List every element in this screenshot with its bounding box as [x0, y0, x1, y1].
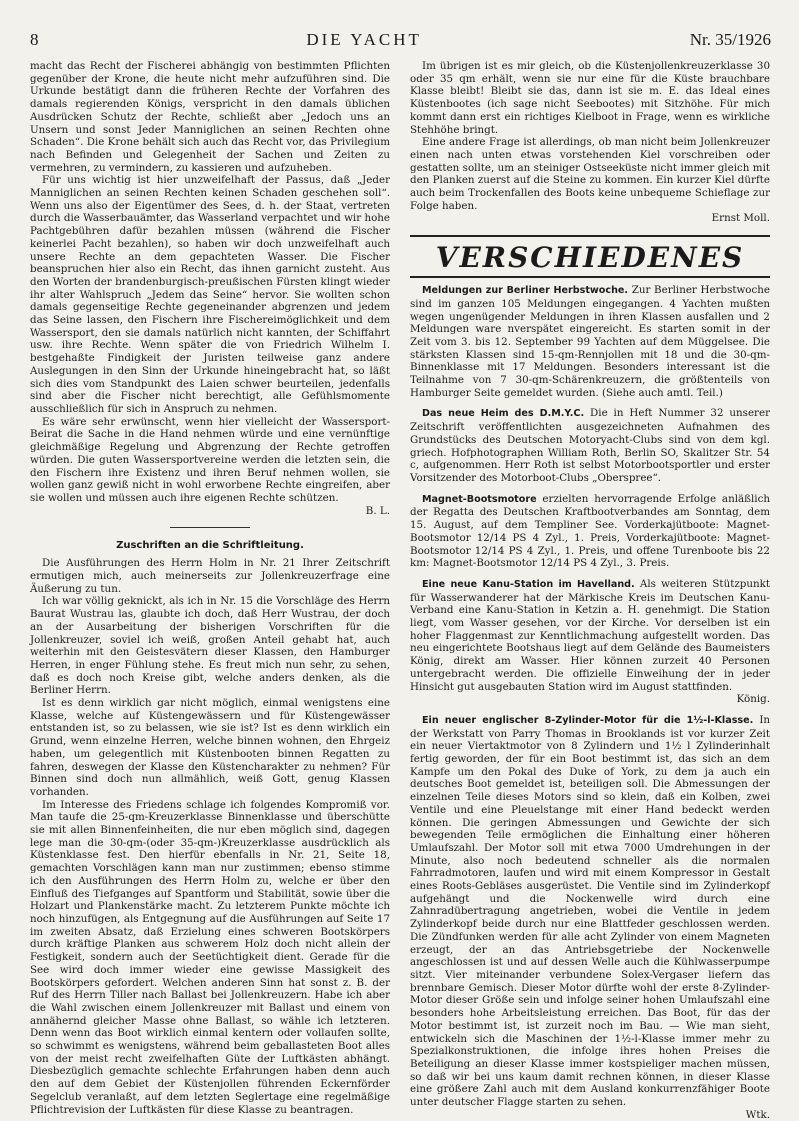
- paragraph: Es wäre sehr erwünscht, wenn hier vielleicht der Wassersport-Beirat die Sache in die Hand nehmen würde und eine vernünftige gleichmäßige Regelung und Abgrenzung der Rechte getroffen würden. Die guten Wassersportvereine werden die letzten sein, die den Fischern ihre Existenz und ihren Beruf nehmen wollen, sie wollen ganz gewiß nicht in wohl erworbene Rechte eingreifen, aber sie wollen und müssen auch ihre eigenen Rechte schützen.: [30, 415, 390, 504]
- signature: König.: [736, 693, 770, 706]
- article-columns: [30, 60, 771, 1121]
- paragraph: Die Ausführungen des Herrn Holm in Nr. 21 Ihrer Zeitschrift ermutigen mich, auch meinerseits zur Jollenkreuzerfrage eine Äußerung zu tun.: [30, 557, 390, 595]
- item-title: Ein neuer englischer 8-Zylinder-Motor für die 1½-l-Klasse.: [422, 714, 754, 726]
- publication-title: DIE YACHT: [306, 30, 422, 49]
- page-number: 8: [30, 30, 39, 49]
- item-text: In der Werkstatt von Parry Thomas in Brooklands ist vor kurzer Zeit ein neuer Viertaktmotor von 8 Zylindern und 1½ l Zylinderinhalt fertig geworden, der für ein Boot bestimmt ist, das sich an dem Kampfe um den Pokal des Duke of York, zu dem ja auch ein deutsches Boot gemeldet ist, beteiligen soll. Die Abmessungen der einzelnen Teile dieses Motors sind so klein, daß ein Kolben, zwei Ventile und eine Pleuelstange mit einer Hand bedeckt werden können. Die geringen Abmessungen und Gewichte der sich bewegenden Teile ermöglichen die Einhaltung einer höheren Umlaufszahl. Der Motor soll mit etwa 7000 Umdrehungen in der Minute, also noch bedeutend schneller als die normalen Fahrradmotoren, laufen und wird mit einem Kompressor in Gestalt eines Roots-Gebläses ausgerüstet. Die Ventile sind im Zylinderkopf aufgehängt und die Nockenwelle wird durch eine Zahnradübertragung angetrieben, wobei die Ventile in jedem Zylinderkopf beide durch nur eine Blattfeder geschlossen werden. Die Zündfunken werden für alle acht Zylinder von einem Magneten erzeugt, der an das Antriebsgetriebe der Nockenwelle angeschlossen ist und auf dessen Welle auch die Kühlwasserpumpe sitzt. Vier miteinander verbundene Solex-Vergaser liefern das brennbare Gemisch. Dieser Motor dürfte wohl der erste 8-Zylinder-Motor dieser Größe sein und infolge seiner hohen Umlaufszahl eine besonders hohe Arbeitsleistung erreichen. Das Boot, für das der Motor bestimmt ist, ist zurzeit noch im Bau. — Wie man sieht, entwickeln sich die Maschinen der 1½-l-Klasse immer mehr zu Spezialkonstruktionen, die infolge ihres hohen Preises die Beteiligung an dieser Klasse immer kostspieliger machen müssen, so daß wir bei uns kaum damit rechnen können, in dieser Klasse eine größere Zahl auch mit dem Ausland konkurrenzfähiger Boote unter deutscher Flagge starten zu sehen.: [410, 713, 771, 1109]
- paragraph: Im übrigen ist es mir gleich, ob die Küstenjollenkreuzerklasse 30 oder 35 qm erhält, wenn sie nur eine für die Küste brauchbare Klasse bleibt! Bleibt sie das, dann ist sie m. E. das Ideal eines Küstenbootes (ich sage nicht Seebootes) mit Sitzhöhe. Für mich kommt dann erst ein richtiges Kielboot in Frage, wenn es wirkliche Stehhöhe bringt.: [410, 60, 770, 136]
- spacer: [410, 706, 770, 714]
- item-title: Eine neue Kanu-Station im Havelland.: [422, 578, 635, 590]
- item-text: Als weiteren Stützpunkt für Wasserwanderer hat der Märkische Kreis im Deutschen Kanu-Verband eine Kanu-Station in Ketzin a. H. genehmigt. Die Station liegt, vom Wasser gesehen, vor der Kirche. Vor derselben ist ein hoher Flaggenmast zur Kenntlichmachung aufgestellt worden. Das neu eingerichtete Bootshaus liegt auf dem Gelände des Baumeisters König, direkt am Wasser. Hier können zurzeit 40 Personen untergebracht werden. Die offizielle Einweihung der in jeder Hinsicht gut ausgebauten Station wird im August stattfinden.: [410, 577, 771, 693]
- item-title: Meldungen zur Berliner Herbstwoche.: [422, 285, 629, 297]
- signature: B. L.: [365, 504, 390, 517]
- paragraph: Ist es denn wirklich gar nicht möglich, einmal wenigstens eine Klasse, welche auf Küstengewässern und für Küstengewässer entstanden ist, so zu belassen, wie sie ist? Ist es denn wirklich ein Grund, wenn einzelne Herren, welche binnen wohnen, den Ehrgeiz haben, um gelegentlich mit Küstenbooten binnen Regatten zu fahren, deswegen der Klasse den Küstencharakter zu nehmen? Für Binnen sind doch nun allmählich, weiß Gott, genug Klassen vorhanden.: [30, 697, 390, 798]
- right-column: [410, 60, 770, 1121]
- item-text: Zur Berliner Herbstwoche sind im ganzen 105 Meldungen eingegangen. 4 Yachten mußten wegen ungenügender Meldungen in ihren Klassen ausfallen und 2 Meldungen ware nverspätet eingereicht. Es starten somit in der Zeit vom 3. bis 12. September 99 Yachten auf dem Müggelsee. Die stärksten Klassen sind 15-qm-Rennjollen mit 18 und die 30-qm-Binnenklasse mit 17 Meldungen. Besonders interessant ist die Teilnahme von 7 30-qm-Schärenkreuzern, die größtenteils von Hamburger Seite gemeldet wurden. (Siehe auch amtl. Teil.): [410, 284, 770, 399]
- paragraph: Eine andere Frage ist allerdings, ob man nicht beim Jollenkreuzer einen nach unten etwas vorstehenden Kiel vorschreiben oder gestatten sollte, um an steiniger Ostseeküste nicht immer gleich mit den Planken zuerst auf die Steine zu kommen. Ein kurzer Kiel dürfte auch beim Trockenfallen des Boots keine unbequeme Schieflage zur Folge haben.: [410, 136, 770, 212]
- page-header: [30, 30, 771, 50]
- section-heading-verschiedenes: VERSCHIEDENES: [410, 235, 770, 278]
- issue-number: Nr. 35/1926: [689, 30, 771, 49]
- divider: [170, 527, 250, 528]
- item-text: erzielten hervorragende Erfolge anläßlich der Regatta des Deutschen Kraftbootverbandes am Sonntag, dem 15. August, auf dem Templiner See. Vorderkajütboote: Magnet-Bootsmotor 12/14 PS 4 Zyl., 1. Preis, Vorderkajütboote: Magnet-Bootsmotor 12/14 PS 4 Zyl., 1. Preis, und offene Turenboote bis 22 km: Magnet-Bootsmotor 12/14 PS 4 Zyl., 3. Preis.: [410, 492, 770, 570]
- spacer: [410, 485, 770, 493]
- item-text: Die in Heft Nummer 32 unserer Zeitschrift veröffentlichten ausgezeichneten Aufnahmen des Grundstücks des Deutschen Motoryacht-Clubs sind von dem kgl. griech. Hofphotographen William Roth, Berlin SO, Skalitzer Str. 54 c, aufgenommen. Herr Roth ist selbst Motorbootsportler und erster Vorsitzender des Motorboot-Clubs „Oberspree“.: [410, 407, 770, 484]
- paragraph: Für uns wichtig ist hier unzweifelhaft der Passus, daß „Jeder Manniglichen an seinen Rechten keinen Schaden geschehen soll“. Wenn uns also der Eigentümer des Sees, d. h. der Staat, vertreten durch die Wasserbauämter, das Wasserland verpachtet und wir hohe Pachtgebühren dafür bezahlen müssen (während die Fischer keinerlei Pacht bezahlen), so haben wir doch unzweifelhaft auch unsere Rechte an dem gepachteten Wasser. Die Fischer beanspruchen hier also ein Recht, das ihnen garnicht zusteht. Aus den Worten der brandenburgisch-preußischen Fürsten klingt wieder ihr alter Wahlspruch „Jedem das Seine“ hervor. Sie wollten schon damals gegenseitige Rechte gegeneinander abgrenzen und jedem das Seine lassen, den Fischern ihre Fischereimöglichkeit und dem Wassersport, den sie damals natürlich nicht kannten, der Schiffahrt usw. ihre Rechte. Wenn später die von Friedrich Wilhelm I. bestgehaßte Findigkeit der Juristen teilweise ganz andere Auslegungen in den Sinn der Urkunde hineingebracht hat, so läßt sich dies vom Standpunkt des Laien schwer beurteilen, jedenfalls sind aber die Fischer nicht berechtigt, alle Gefühlsmomente ausschließlich für sich in Anspruch zu nehmen.: [30, 174, 390, 415]
- left-column: [30, 60, 390, 1121]
- section-heading: Zuschriften an die Schriftleitung.: [116, 540, 304, 552]
- item-title: Das neue Heim des D.M.Y.C.: [422, 408, 585, 420]
- signature: Ernst Moll.: [711, 212, 770, 225]
- paragraph: Ich war völlig geknickt, als ich in Nr. 15 die Vorschläge des Herrn Baurat Wustrau las, glaubte ich doch, daß Herr Wustrau, der doch an der Ausarbeitung der bisherigen Vorschriften für die Jollenkreuzer, soviel ich weiß, großen Anteil gehabt hat, auch weiterhin mit den Geistesvätern dieser Klassen, den Hamburger Herren, in enger Fühlung stehe. Es freut mich nun sehr, zu sehen, daß es doch noch Kreise gibt, welche anders denken, als die Berliner Herrn.: [30, 595, 390, 697]
- paragraph: macht das Recht der Fischerei abhängig von bestimmten Pflichten gegenüber der Krone, die heute nicht mehr aufzuführen sind. Die Urkunde bestätigt dann die früheren Rechte der Vorfahren des damals regierenden Königs, verspricht in den damals üblichen Ausdrücken Schutz der Rechte, schließt aber „Jedoch uns an Unsern und sonst Jeder Manniglichen an seinen Rechten ohne Schaden“. Die Krone behält sich auch das Recht vor, das Privilegium nach Befinden und Gelegenheit der Sachen und Zeiten zu vermehren, zu vermindern, zu kassieren und aufzuheben.: [30, 60, 390, 174]
- item-title: Magnet-Bootsmotore: [422, 493, 537, 505]
- spacer: [410, 399, 770, 407]
- signature: Wtk.: [745, 1108, 770, 1121]
- spacer: [410, 570, 770, 578]
- paragraph: Im Interesse des Friedens schlage ich folgendes Kompromiß vor. Man taufe die 25-qm-Kreuzerklasse Binnenklasse und überschütte sie mit allen Binnenfeinheiten, die nur eben möglich sind, dagegen lege man die 30-qm-(oder 35-qm-)Kreuzerklasse ausdrücklich als Küstenklasse fest. Den hierfür ebenfalls in Nr. 21, Seite 18, gemachten Vorschlägen kann man nur zustimmen; ebenso stimme ich den Ausführungen des Herrn Holm zu, welche er über den Einfluß des Tiefganges auf Spantform und Stabilität, sowie über die Holzart und Plankenstärke macht. Zu letzterem Punkte möchte ich noch hinzufügen, als Entgegnung auf die Ausführungen auf Seite 17 im zweiten Absatz, daß Erzielung eines schweren Bootskörpers durch kräftige Planken aus schwerem Holz doch nicht allein der Festigkeit, sondern auch der Seetüchtigkeit dient. Gerade für die See wird doch immer wieder eine gewisse Massigkeit des Bootskörpers gefordert. Welchen anderen Sinn hat sonst z. B. der Ruf des Herrn Tiller nach Ballast bei Jollenkreuzern. Habe ich aber die Wahl zwischen einem Jollenkreuzer mit Ballast und einem von annähernd gleicher Masse ohne Ballast, so wähle ich letzteren. Denn wenn das Boot wirklich einmal kentern oder vollaufen sollte, so schwimmt es wenigstens, während beim geballasteten Boot alles von der meist recht zweifelhaften Güte der Luftkästen abhängt. Diesbezüglich gemachte schlechte Erfahrungen haben denn auch den auf dem Gebiet der Küstenjollen führenden Eckernförder Segelclub veranlaßt, auf dem letzten Seglertage eine regelmäßige Pflichtrevision der Luftkästen für diese Klasse zu beantragen.: [30, 798, 390, 1116]
